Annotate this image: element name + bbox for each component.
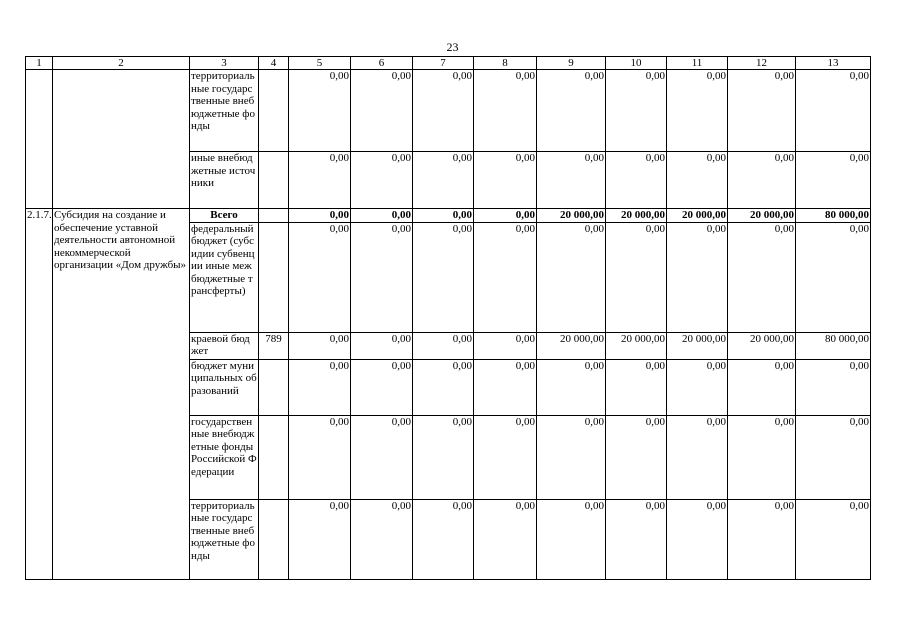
amount-cell: 0,00 [474, 359, 537, 415]
amount-cell: 0,00 [474, 499, 537, 579]
amount-cell: 0,00 [413, 359, 474, 415]
amount-cell: 0,00 [796, 70, 871, 152]
column-number: 12 [728, 57, 796, 70]
item-number: 2.1.7. [26, 209, 53, 580]
budget-code [259, 70, 289, 152]
amount-cell: 0,00 [537, 222, 606, 332]
amount-cell: 0,00 [537, 70, 606, 152]
budget-code [259, 415, 289, 499]
amount-cell: 0,00 [413, 415, 474, 499]
budget-code [259, 222, 289, 332]
amount-cell: 0,00 [728, 152, 796, 209]
amount-cell: 0,00 [351, 209, 413, 223]
amount-cell: 20 000,00 [606, 209, 667, 223]
funding-source: краевой бюджет [190, 332, 259, 359]
amount-cell: 0,00 [289, 332, 351, 359]
amount-cell: 0,00 [667, 222, 728, 332]
amount-cell: 0,00 [606, 222, 667, 332]
page-number: 23 [446, 40, 459, 54]
amount-cell: 0,00 [606, 499, 667, 579]
funding-source: Всего [190, 209, 259, 223]
amount-cell: 0,00 [351, 222, 413, 332]
amount-cell: 0,00 [351, 152, 413, 209]
column-number: 13 [796, 57, 871, 70]
amount-cell: 0,00 [606, 359, 667, 415]
amount-cell: 0,00 [796, 415, 871, 499]
amount-cell: 0,00 [413, 222, 474, 332]
amount-cell: 0,00 [728, 415, 796, 499]
budget-code [259, 152, 289, 209]
amount-cell: 0,00 [413, 209, 474, 223]
amount-cell: 0,00 [606, 415, 667, 499]
amount-cell: 0,00 [289, 209, 351, 223]
funding-source: государственные внебюджетные фонды Российской Федерации [190, 415, 259, 499]
amount-cell: 0,00 [413, 70, 474, 152]
amount-cell: 20 000,00 [537, 209, 606, 223]
column-number: 9 [537, 57, 606, 70]
amount-cell: 0,00 [413, 152, 474, 209]
amount-cell: 20 000,00 [606, 332, 667, 359]
amount-cell: 0,00 [796, 152, 871, 209]
item-title: Субсидия на создание и обеспечение уставной деятельности автономной некоммерческой организации «Дом дружбы» [53, 209, 190, 580]
item-title-cell [53, 70, 190, 209]
column-number: 5 [289, 57, 351, 70]
amount-cell: 0,00 [474, 152, 537, 209]
amount-cell: 0,00 [351, 499, 413, 579]
amount-cell: 0,00 [289, 70, 351, 152]
amount-cell: 20 000,00 [728, 209, 796, 223]
amount-cell: 0,00 [474, 209, 537, 223]
amount-cell: 0,00 [796, 499, 871, 579]
amount-cell: 0,00 [667, 415, 728, 499]
amount-cell: 0,00 [606, 152, 667, 209]
amount-cell: 0,00 [606, 70, 667, 152]
column-number: 4 [259, 57, 289, 70]
column-number: 11 [667, 57, 728, 70]
column-number: 8 [474, 57, 537, 70]
amount-cell: 0,00 [351, 359, 413, 415]
column-number: 10 [606, 57, 667, 70]
amount-cell: 0,00 [351, 332, 413, 359]
column-number: 6 [351, 57, 413, 70]
amount-cell: 0,00 [537, 359, 606, 415]
amount-cell: 0,00 [413, 499, 474, 579]
amount-cell: 0,00 [667, 70, 728, 152]
amount-cell: 0,00 [667, 152, 728, 209]
amount-cell: 0,00 [474, 332, 537, 359]
item-number-cell [26, 70, 53, 209]
column-number: 2 [53, 57, 190, 70]
amount-cell: 0,00 [351, 415, 413, 499]
funding-source: территориальные государственные внебюджетные фонды [190, 499, 259, 579]
amount-cell: 0,00 [667, 499, 728, 579]
amount-cell: 0,00 [289, 359, 351, 415]
amount-cell: 0,00 [474, 415, 537, 499]
amount-cell: 0,00 [728, 359, 796, 415]
amount-cell: 0,00 [728, 499, 796, 579]
amount-cell: 20 000,00 [667, 332, 728, 359]
amount-cell: 0,00 [537, 415, 606, 499]
amount-cell: 0,00 [728, 222, 796, 332]
amount-cell: 0,00 [289, 152, 351, 209]
amount-cell: 20 000,00 [537, 332, 606, 359]
funding-source: бюджет муниципальных образований [190, 359, 259, 415]
amount-cell: 0,00 [289, 222, 351, 332]
amount-cell: 20 000,00 [728, 332, 796, 359]
amount-cell: 0,00 [796, 359, 871, 415]
amount-cell: 80 000,00 [796, 209, 871, 223]
budget-code: 789 [259, 332, 289, 359]
column-number: 3 [190, 57, 259, 70]
column-number: 7 [413, 57, 474, 70]
amount-cell: 0,00 [413, 332, 474, 359]
amount-cell: 0,00 [796, 222, 871, 332]
amount-cell: 0,00 [289, 415, 351, 499]
amount-cell: 80 000,00 [796, 332, 871, 359]
table-row [26, 70, 871, 152]
amount-cell: 20 000,00 [667, 209, 728, 223]
funding-source: федеральный бюджет (субсидии субвенции иные межбюджетные трансферты) [190, 222, 259, 332]
amount-cell: 0,00 [728, 70, 796, 152]
amount-cell: 0,00 [537, 152, 606, 209]
column-number-row [26, 57, 871, 70]
budget-code [259, 359, 289, 415]
amount-cell: 0,00 [667, 359, 728, 415]
funding-source: территориальные государственные внебюджетные фонды [190, 70, 259, 152]
budget-table [25, 56, 871, 580]
amount-cell: 0,00 [289, 499, 351, 579]
amount-cell: 0,00 [351, 70, 413, 152]
funding-source: иные внебюджетные источники [190, 152, 259, 209]
column-number: 1 [26, 57, 53, 70]
budget-code [259, 499, 289, 579]
table-row-total [26, 209, 871, 223]
amount-cell: 0,00 [474, 70, 537, 152]
amount-cell: 0,00 [537, 499, 606, 579]
amount-cell: 0,00 [474, 222, 537, 332]
budget-code [259, 209, 289, 223]
